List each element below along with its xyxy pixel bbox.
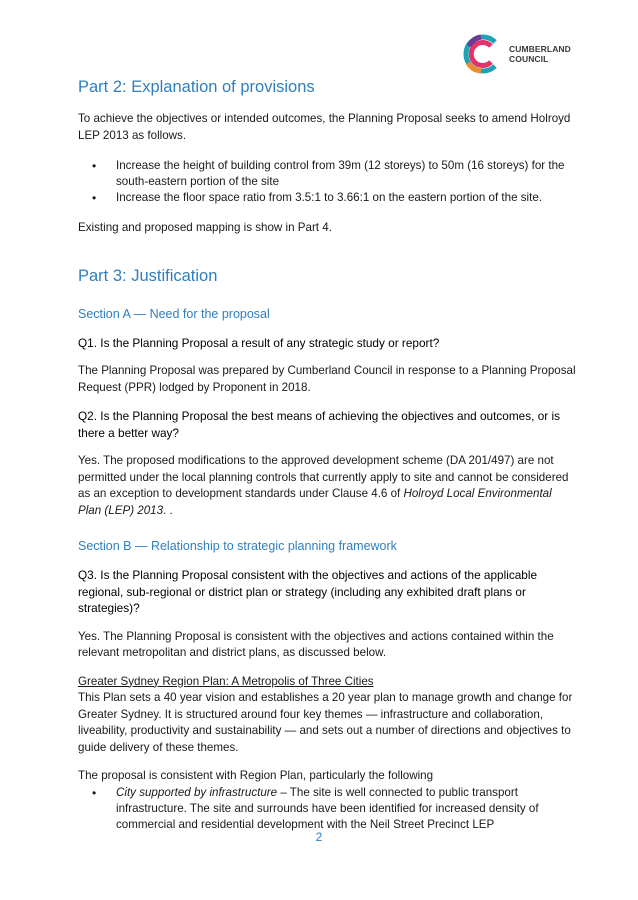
answer-2-text: Yes. The proposed modifications to the approved development scheme (DA 201/497) are not permitted under the local planning controls that currently apply to site and cannot be considered as an exception to development standards under Clause 4.6 of [78,454,569,500]
part2-intro: To achieve the objectives or intended outcomes, the Planning Proposal seeks to amend Holroyd LEP 2013 as follows. [78,112,571,142]
region-plan-bullet-1 [78,785,578,833]
region-plan-consistency: The proposal is consistent with Region Plan, particularly the following [78,769,434,782]
answer-2 [78,453,578,519]
answer-2-italic: Holroyd Local Environmental Plan (LEP) 2013 [78,487,552,517]
part2-bullet-2: • Increase the floor space ratio from 3.5:1 to 3.66:1 on the eastern portion of the site. [78,190,578,206]
gsrp-text: This Plan sets a 40 year vision and establishes a 20 year plan to manage growth and change for Greater Sydney. It is structured around four key themes — infrastructure and collaboration, liveability, productivity and sustainability — and sets out a number of directions and objectives to guide delivery of these themes. [78,691,573,754]
gsrp-title: Greater Sydney Region Plan: A Metropolis of Three Cities [78,674,374,688]
logo-wordmark [509,44,571,64]
part2-mapping-note: Existing and proposed mapping is show in Part 4. [78,221,332,234]
question-2: Q2. Is the Planning Proposal the best means of achieving the objectives and outcomes, or is there a better way? [78,409,560,440]
answer-3: Yes. The Planning Proposal is consistent with the objectives and actions contained within the relevant metropolitan and district plans, as discussed below. [78,629,554,659]
cumberland-logo-icon [461,33,503,75]
logo-line-1: CUMBERLAND [509,44,571,54]
bullet-italic-lead: City supported by infrastructure [116,785,278,799]
section-b-heading: Section B — Relationship to strategic planning framework [78,539,397,553]
cumberland-council-logo [461,30,611,78]
document-body [78,76,578,833]
section-a-heading: Section A — Need for the proposal [78,306,270,321]
question-1: Q1. Is the Planning Proposal a result of any strategic study or report? [78,335,440,350]
question-3: Q3. Is the Planning Proposal consistent with the objectives and actions of the applicable regional, sub-regional or district plan or strategy (including any exhibited draft plans or strategies)? [78,568,538,615]
part3-heading: Part 3: Justification [78,266,218,285]
region-plan-bullet-list [78,785,578,833]
answer-2-end: . . [163,503,173,517]
bullet-text: – The site is well connected to public transport infrastructure. The site and surrounds have been identified for increased density of commercial and residential development with the Neil Street Precinct LEP [116,785,539,831]
part2-bullet-list [78,158,578,206]
part2-heading: Part 2: Explanation of provisions [78,78,315,96]
part2-bullet-1: • Increase the height of building control from 39m (12 storeys) to 50m (16 storeys) for the south-eastern portion of the site [78,158,578,190]
answer-1: The Planning Proposal was prepared by Cumberland Council in response to a Planning Proposal Request (PPR) lodged by Proponent in 2018. [78,364,576,394]
page-number: 2 [315,830,323,844]
logo-line-2: COUNCIL [509,54,549,64]
